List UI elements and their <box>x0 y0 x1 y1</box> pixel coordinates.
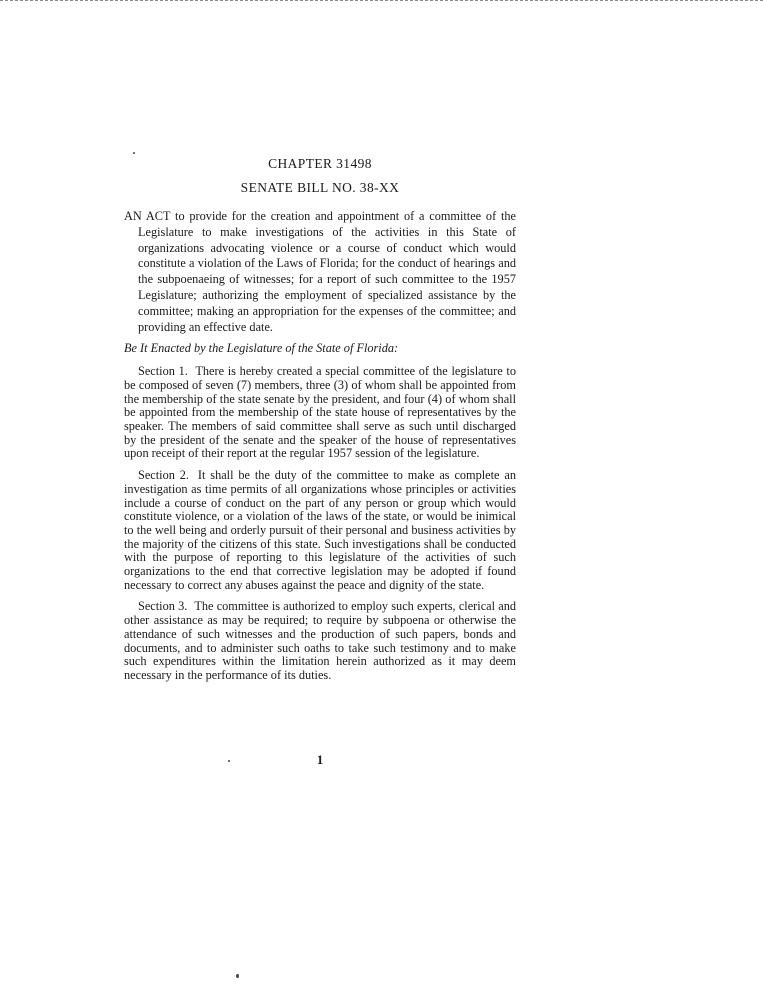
chapter-heading: CHAPTER 31498 <box>268 156 372 171</box>
bill-heading: SENATE BILL NO. 38-XX <box>240 180 400 195</box>
section-1-text: There is hereby created a special committee of the legislature to be composed of seven (7) members, three (3) of whom shall be appointed from the membership of the state senate by the president, and four (4) of whom shall be appointed from the membership of the state house of representatives by the speaker. The members of said committee shall serve as such until discharged by the president of the senate and the speaker of the house of representatives upon receipt of their report at the regular 1957 session of the legislature. <box>124 364 516 461</box>
section-1-label: Section 1. <box>138 364 188 379</box>
section-3-label: Section 3. <box>138 599 188 614</box>
section-1 <box>124 365 516 461</box>
section-2 <box>124 469 516 592</box>
scan-top-border <box>0 0 763 1</box>
document-page <box>124 155 517 767</box>
section-3-text: The committee is authorized to employ such experts, clerical and other assistance as may be required; to require by subpoena or otherwise the attendance of such witnesses and the production of such papers, bonds and documents, and to administer such oaths to take such testimony and to make such expenditures within the limitation herein authorized as it may deem necessary in the performance of its duties. <box>124 599 517 682</box>
page-number: 1 <box>316 752 324 767</box>
section-2-label: Section 2. <box>138 468 189 483</box>
act-title: AN ACT to provide for the creation and appointment of a committee of the Legislature to make investigations of the activities in this State of organizations advocating violence or a course of conduct which would constitute a violation of the Laws of Florida; for the conduct of hearings and the subpoenaeing of witnesses; for a report of such committee to the 1957 Legislature; authorizing the employment of specialized assistance by the committee; making an appropriation for the expenses of the committee; and providing an effective date. <box>124 209 516 334</box>
enacting-clause: Be It Enacted by the Legislature of the State of Florida: <box>124 341 399 356</box>
scan-speck <box>236 974 239 978</box>
section-3 <box>124 600 516 682</box>
scan-speck <box>133 152 135 154</box>
section-2-text: It shall be the duty of the committee to make as complete an investigation as time permits of all organizations whose principles or activities include a course of conduct on the part of any person or group which would constitute violence, or a violation of the laws of the state, or would be inimical to the well being and orderly pursuit of their personal and business activities by the majority of the citizens of this state. Such investigations shall be conducted with the purpose of reporting to this legislature of the activities of such organizations to the end that corrective legislation may be adopted if found necessary to correct any abuses against the peace and dignity of the state. <box>124 468 516 592</box>
